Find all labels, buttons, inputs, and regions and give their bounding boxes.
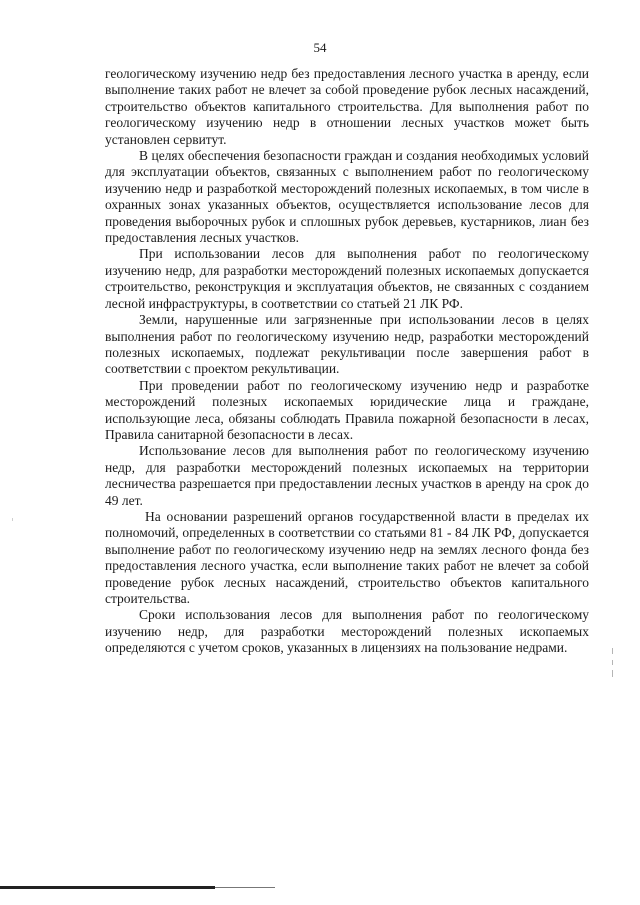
footer-rule [0,886,215,889]
footer-rule-tail [215,887,275,888]
paragraph-4: Земли, нарушенные или загрязненные при использовании лесов в целях выполнения работ по геологическому изучению недр, разработки месторождений полезных ископаемых, подлежат рекультивации после завершения работ в соответствии с проектом рекультивации. [105,312,589,377]
scan-mark [612,670,613,677]
scan-mark [12,518,13,521]
scan-mark [612,648,613,654]
paragraph-1: геологическому изучению недр без предоставления лесного участка в аренду, если выполнение таких работ не влечет за собой проведение рубок лесных насаждений, строительство объектов капитального строительства. Для выполнения работ по геологическому изучению недр в отношении лесных участков может быть установлен сервитут. [105,66,589,147]
body-text [105,66,589,657]
paragraph-6: Использование лесов для выполнения работ по геологическому изучению недр, для разработки месторождений полезных ископаемых на территории лесничества разрешается при предоставлении лесных участков в аренду на срок до 49 лет. [105,443,589,508]
paragraph-3: При использовании лесов для выполнения работ по геологическому изучению недр, для разработки месторождений полезных ископаемых допускается строительство, реконструкция и эксплуатация объектов, не связанных с созданием лесной инфраструктуры, в соответствии со статьей 21 ЛК РФ. [105,246,589,311]
paragraph-2: В целях обеспечения безопасности граждан и создания необходимых условий для эксплуатации объектов, связанных с выполнением работ по геологическому изучению недр и разработкой месторождений полезных ископаемых, в том числе в охранных зонах указанных объектов, осуществляется использование лесов для проведения выборочных рубок и сплошных рубок деревьев, кустарников, лиан без предоставления лесных участков. [105,148,589,246]
scan-mark [612,660,613,665]
paragraph-7: На основании разрешений органов государственной власти в пределах их полномочий, определенных в соответствии со статьями 81 - 84 ЛК РФ, допускается выполнение работ по геологическому изучению недр на землях лесного фонда без предоставления лесного участка, если выполнение таких работ не влечет за собой проведение рубок лесных насаждений, строительство объектов капитального строительства. [105,508,589,606]
paragraph-5: При проведении работ по геологическому изучению недр и разработке месторождений полезных ископаемых юридические лица и граждане, использующие леса, обязаны соблюдать Правила пожарной безопасности в лесах, Правила санитарной безопасности в лесах. [105,377,589,442]
page-number: 54 [313,40,327,55]
paragraph-8: Сроки использования лесов для выполнения работ по геологическому изучению недр, для разработки месторождений полезных ископаемых определяются с учетом сроков, указанных в лицензиях на пользование недрами. [105,607,589,656]
